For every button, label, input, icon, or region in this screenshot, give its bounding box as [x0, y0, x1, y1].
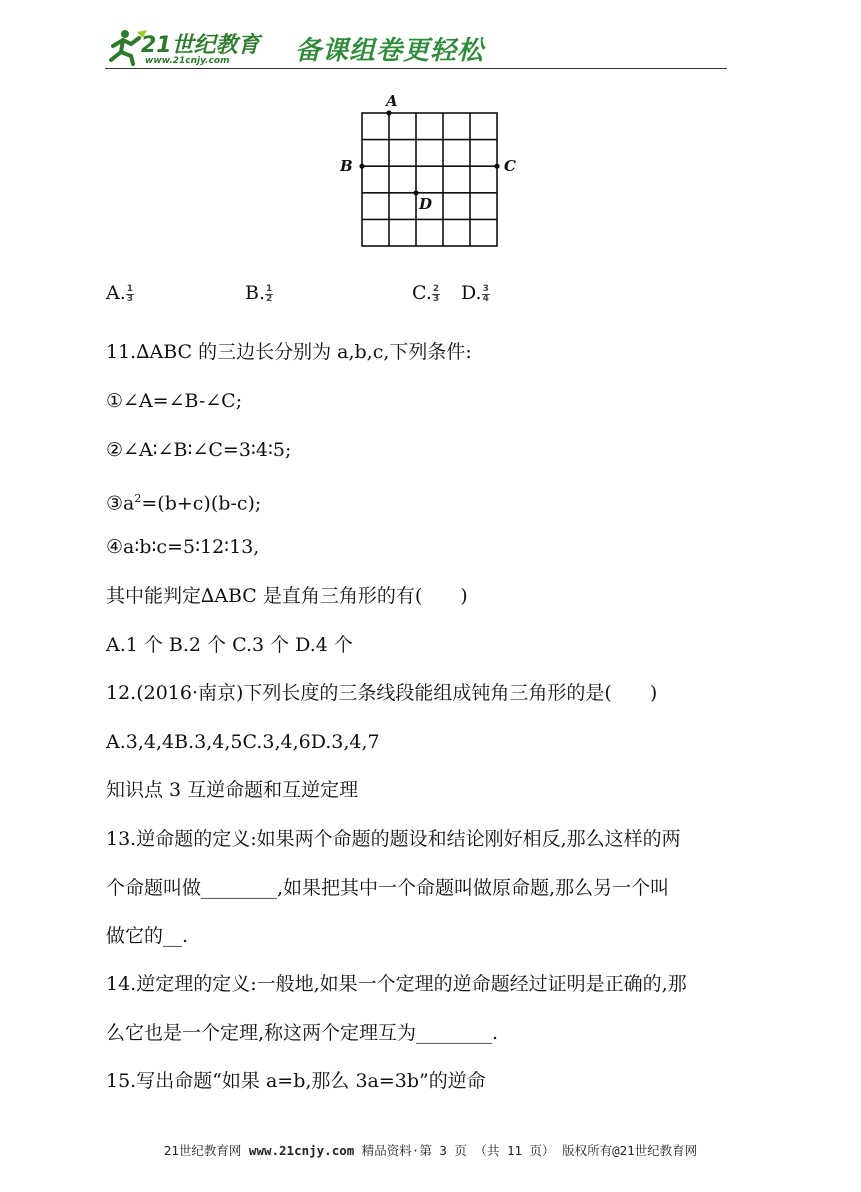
q11-condition-3: $③a^2=(b+c)(b-c)$; — [106, 492, 262, 515]
page-footer: 21世纪教育网 www.21cnjy.com 精品资料·第 3 页 （共 11 页） 版权所有@21世纪教育网 — [163, 1143, 698, 1158]
q10-option-d: D. $\frac{3}{4}$ — [461, 282, 489, 304]
label-c: C — [504, 157, 516, 175]
q13-line-2: 个命题叫做________,如果把其中一个命题叫做原命题,那么另一个叫 — [106, 877, 670, 899]
q11-condition-1: ①∠A=∠B-∠C; — [106, 390, 243, 412]
point-b — [359, 164, 364, 169]
label-a: A — [386, 92, 398, 110]
q10-option-b: B. $\frac{1}{2}$ — [245, 282, 273, 304]
q11-question: 其中能判定∆ABC 是直角三角形的有( ) — [106, 585, 468, 607]
q11-condition-2: ②∠A∶∠B∶∠C=3∶4∶5; — [106, 439, 292, 461]
point-a — [386, 110, 391, 115]
label-d: D — [419, 195, 433, 213]
q14-line-1: 14.逆定理的定义:一般地,如果一个定理的逆命题经过证明是正确的,那 — [106, 973, 687, 995]
page-header — [105, 26, 727, 70]
grid-figure — [335, 88, 525, 250]
point-c — [494, 164, 499, 169]
section-heading: 知识点 3 互逆命题和互逆定理 — [106, 779, 359, 801]
q10-option-a: A. $\frac{1}{3}$ — [106, 282, 134, 304]
header-divider — [105, 68, 727, 69]
q12-stem: 12.(2016·南京)下列长度的三条线段能组成钝角三角形的是( ) — [106, 682, 658, 704]
fraction: $\frac{1}{2}$ — [266, 283, 273, 304]
q11-stem: 11.∆ABC 的三边长分别为 a,b,c,下列条件: — [106, 341, 472, 363]
grid-lines — [362, 113, 497, 246]
logo-url: www.21cnjy.com — [145, 56, 230, 66]
q10-option-c: C. $\frac{2}{3}$ — [412, 282, 440, 304]
header-slogan: 备课组卷更轻松 — [295, 36, 485, 66]
point-d — [413, 190, 418, 195]
fraction: $\frac{3}{4}$ — [482, 283, 489, 304]
logo-text: 21世纪教育 — [141, 33, 260, 58]
q13-line-3: 做它的__. — [106, 925, 189, 947]
footer-site-link[interactable]: www.21cnjy.com — [248, 1143, 355, 1158]
q15-line-1: 15.写出命题“如果 a=b,那么 3a=3b”的逆命 — [106, 1070, 486, 1092]
q12-options: A.3,4,4B.3,4,5C.3,4,6D.3,4,7 — [106, 731, 380, 753]
q11-options: A.1 个 B.2 个 C.3 个 D.4 个 — [106, 634, 353, 656]
q14-line-2: 么它也是一个定理,称这两个定理互为________. — [106, 1022, 499, 1044]
label-b: B — [340, 157, 353, 175]
q11-condition-4: ④a∶b∶c=5∶12∶13, — [106, 536, 260, 558]
fraction: $\frac{1}{3}$ — [126, 283, 134, 304]
fraction: $\frac{2}{3}$ — [432, 283, 440, 304]
q13-line-1: 13.逆命题的定义:如果两个命题的题设和结论刚好相反,那么这样的两 — [106, 828, 681, 850]
